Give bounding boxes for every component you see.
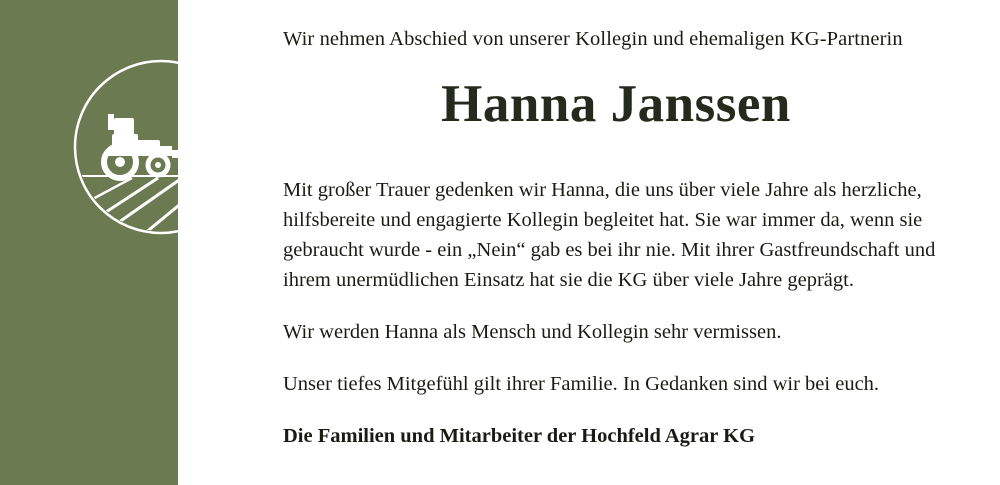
deceased-name: Hanna Janssen bbox=[441, 75, 791, 133]
tribute-paragraph-1: Mit großer Trauer gedenken wir Hanna, die uns über viele Jahre als herzliche, hilfsbereite und engagierte Kollegin begleitet hat. Sie war immer da, wenn sie gebraucht wurde - ein „Nein“ gab es bei ihr nie. Mit ihrer Gastfreundschaft und ihrem unermüdlichen Einsatz hat sie die KG über viele Jahre geprägt. bbox=[283, 178, 936, 292]
notice-content bbox=[283, 0, 973, 485]
tribute-paragraph-2: Wir werden Hanna als Mensch und Kollegin sehr vermissen. bbox=[283, 321, 782, 344]
lead-line: Wir nehmen Abschied von unserer Kollegin und ehemaligen KG-Partnerin bbox=[283, 28, 903, 50]
tribute-paragraph-3: Unser tiefes Mitgefühl gilt ihrer Familie. In Gedanken sind wir bei euch. bbox=[283, 373, 880, 396]
signature-line: Die Familien und Mitarbeiter der Hochfeld Agrar KG bbox=[283, 425, 756, 448]
tractor-and-cow-farm-emblem bbox=[72, 58, 250, 236]
